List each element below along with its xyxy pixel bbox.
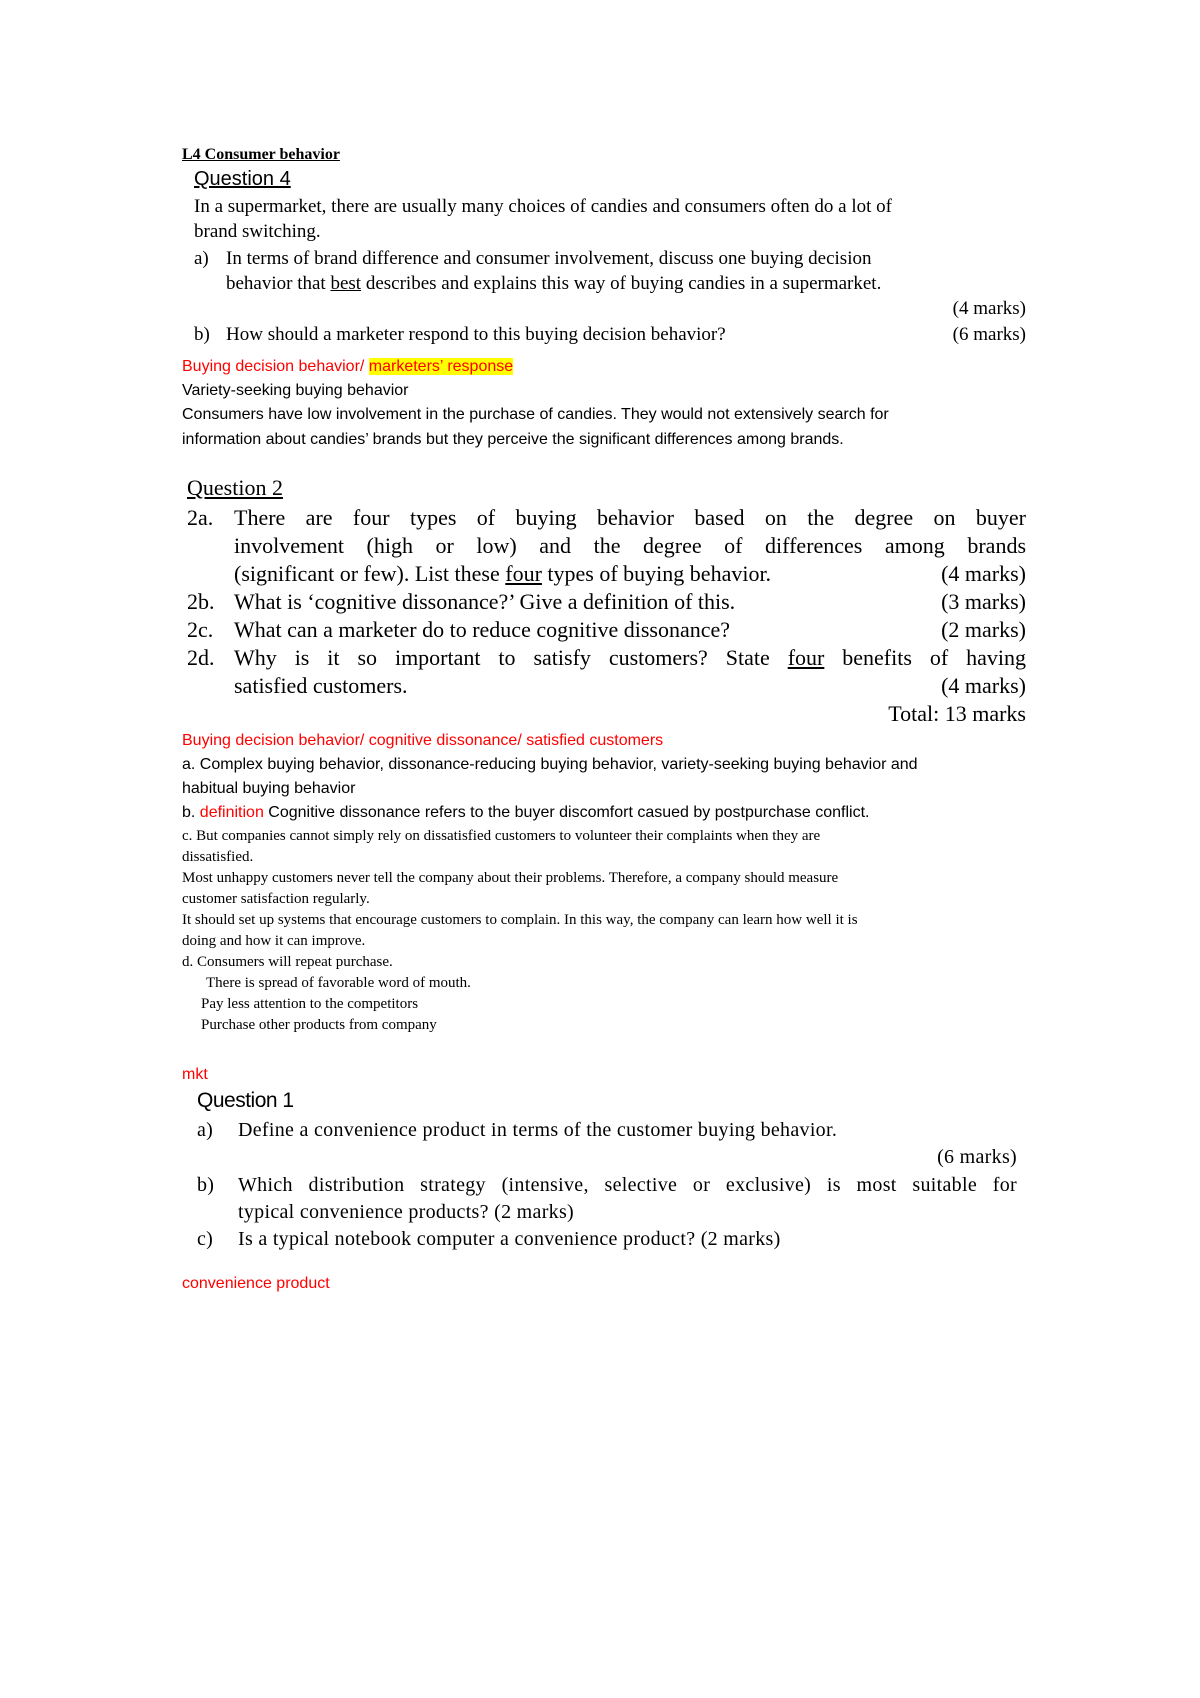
part-2d-marks: (4 marks) [941, 673, 1026, 698]
question-4-intro-line1: In a supermarket, there are usually many choices of candies and consumers often do a lot of [194, 196, 892, 217]
answer-note-1-line2: Consumers have low involvement in the purchase of candies. They would not extensively search for [182, 406, 889, 423]
underlined-best: best [330, 273, 362, 294]
part-2a-label: 2a. [187, 505, 214, 530]
answer-note-2-d-line2: There is spread of favorable word of mouth. [206, 975, 471, 991]
part-2a-line2: involvement (high or low) and the degree of differences among brands [234, 533, 1026, 558]
q1-part-a-label: a) [197, 1119, 214, 1141]
part-2c-text: What can a marketer do to reduce cognitive dissonance? [234, 617, 730, 642]
part-2a-line1: There are four types of buying behavior based on the degree on buyer [234, 505, 1026, 530]
answer-note-1-line1: Variety-seeking buying behavior [182, 382, 409, 399]
answer-note-2-a-line2: habitual buying behavior [182, 780, 356, 797]
part-2b-marks: (3 marks) [941, 589, 1026, 614]
part-2b-text: What is ‘cognitive dissonance?’ Give a definition of this. [234, 589, 736, 614]
answer-note-3-heading: convenience product [182, 1275, 330, 1292]
q1-part-a-marks: (6 marks) [937, 1146, 1017, 1168]
question-4-heading: Question 4 [194, 168, 291, 190]
part-a-line2: behavior that best describes and explains this way of buying candies in a supermarket. [226, 273, 882, 294]
question-2-total: Total: 13 marks [888, 701, 1026, 726]
part-2a-line3: (significant or few). List these four types of buying behavior. (4 marks) [234, 561, 1026, 586]
part-2d-line2: satisfied customers. (4 marks) [234, 673, 1026, 698]
highlighted-text: marketers’ response [368, 358, 514, 375]
part-2d-label: 2d. [187, 645, 215, 670]
question-4-intro-line2: brand switching. [194, 221, 321, 242]
part-2c-marks: (2 marks) [941, 617, 1026, 642]
answer-note-2-heading: Buying decision behavior/ cognitive dissonance/ satisfied customers [182, 732, 664, 749]
q1-part-c-text: Is a typical notebook computer a convenience product? (2 marks) [238, 1228, 781, 1250]
part-a-line1: In terms of brand difference and consumer involvement, discuss one buying decision [226, 248, 872, 269]
answer-note-2-b: b. definition Cognitive dissonance refers to the buyer discomfort casued by postpurchase conflict. [182, 804, 870, 821]
part-2a-marks: (4 marks) [941, 561, 1026, 586]
answer-note-1-heading: Buying decision behavior/ marketers’ response [182, 358, 514, 375]
answer-note-2-d-line4: Purchase other products from company [201, 1017, 437, 1033]
part-b-text: How should a marketer respond to this buying decision behavior? [226, 324, 726, 345]
answer-note-2-c-line3: Most unhappy customers never tell the company about their problems. Therefore, a company should measure [182, 870, 839, 886]
part-2b-label: 2b. [187, 589, 215, 614]
question-2-heading: Question 2 [187, 475, 283, 500]
answer-note-2-a-line1: a. Complex buying behavior, dissonance-reducing buying behavior, variety-seeking buying behavior and [182, 756, 918, 773]
answer-note-2-c-line6: doing and how it can improve. [182, 933, 366, 949]
document-title: L4 Consumer behavior [182, 146, 340, 163]
question-1-heading: Question 1 [197, 1089, 294, 1112]
answer-note-1-line3: information about candies’ brands but they perceive the significant differences among brands. [182, 431, 844, 448]
q1-part-a-text: Define a convenience product in terms of the customer buying behavior. [238, 1119, 838, 1141]
part-a-label: a) [194, 248, 209, 269]
part-b-marks: (6 marks) [952, 324, 1026, 345]
answer-note-2-c-line4: customer satisfaction regularly. [182, 891, 370, 907]
answer-note-2-c-line1: c. But companies cannot simply rely on dissatisfied customers to volunteer their complaints when they are [182, 828, 821, 844]
part-b-label: b) [194, 324, 210, 345]
answer-note-2-c-line5: It should set up systems that encourage customers to complain. In this way, the company can learn how well it is [182, 912, 858, 928]
answer-note-2-d-line1: d. Consumers will repeat purchase. [182, 954, 393, 970]
answer-note-2-d-line3: Pay less attention to the competitors [201, 996, 419, 1012]
definition-label: definition [199, 804, 264, 821]
mkt-label: mkt [182, 1066, 208, 1083]
part-a-marks: (4 marks) [952, 298, 1026, 319]
part-2d-line1: Why is it so important to satisfy customers? State four benefits of having [234, 645, 1026, 670]
answer-note-2-c-line2: dissatisfied. [182, 849, 254, 865]
q1-part-b-label: b) [197, 1174, 215, 1196]
q1-part-b-line2: typical convenience products? (2 marks) [238, 1201, 575, 1223]
q1-part-c-label: c) [197, 1228, 214, 1250]
q1-part-b-line1: Which distribution strategy (intensive, selective or exclusive) is most suitable for [238, 1174, 1017, 1196]
part-2c-label: 2c. [187, 617, 214, 642]
